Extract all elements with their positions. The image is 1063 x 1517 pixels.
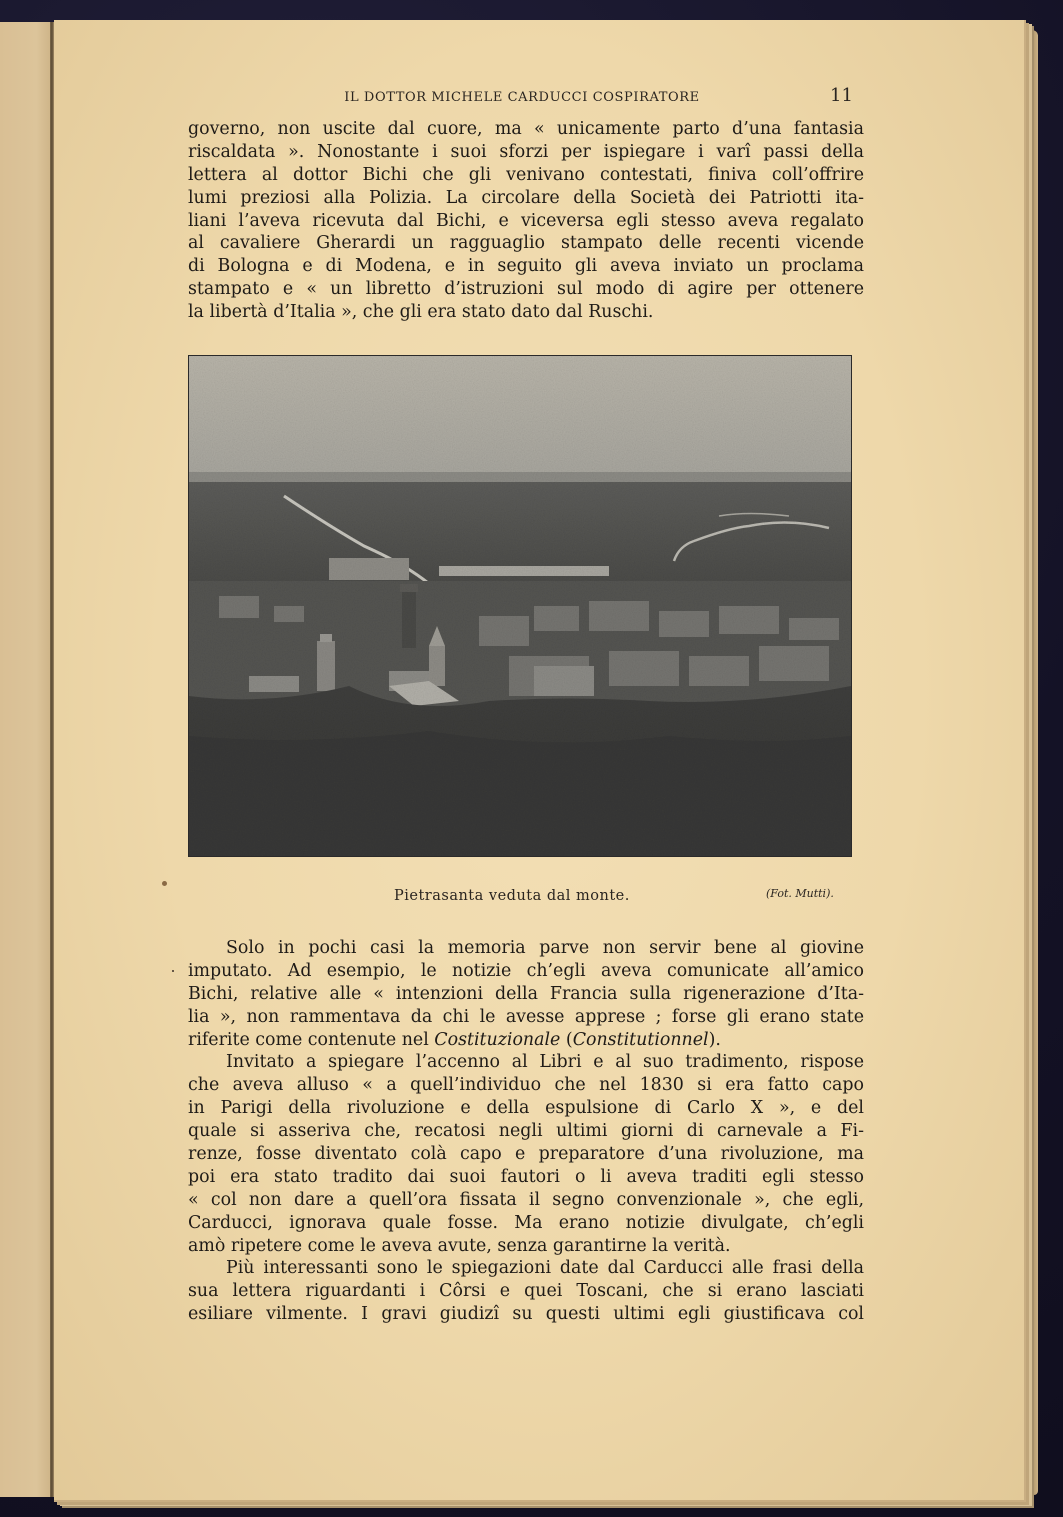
paragraph-3 [188, 1051, 864, 1257]
photograph-pietrasanta [188, 355, 852, 857]
text-line: lia », non rammentava da chi le avesse apprese ; forse gli erano state [188, 1006, 864, 1027]
text-line: stampato e « un libretto d’istruzioni sul modo di agire per ottenere [188, 279, 864, 300]
text-line: che aveva alluso « a quell’individuo che nel 1830 si era fatto capo [188, 1075, 864, 1096]
text-line: di Bologna e di Modena, e in seguito gli aveva inviato un proclama [188, 256, 864, 277]
text-line: riscaldata ». Nonostante i suoi sforzi per ispiegare i varî passi della [188, 141, 864, 162]
text-line-with-italics [188, 1029, 864, 1052]
text-line: « col non dare a quell’ora fissata il segno convenzionale », che egli, [188, 1189, 864, 1210]
text-line: esiliare vilmente. I gravi giudizî su questi ultimi egli giustificava col [188, 1304, 864, 1325]
newspaper-title-french: Constitutionnel [572, 1029, 709, 1050]
text-line: Più interessanti sono le spiegazioni date dal Carducci alle frasi della [226, 1258, 864, 1279]
text-line: Invitato a spiegare l’accenno al Libri e al suo tradimento, rispose [226, 1052, 864, 1073]
text-line: lumi preziosi alla Polizia. La circolare della Società dei Patriotti ita- [188, 187, 864, 208]
running-head: IL DOTTOR MICHELE CARDUCCI COSPIRATORE [344, 90, 700, 105]
text-fragment: ). [708, 1029, 721, 1050]
text-line: liani l’aveva ricevuta dal Bichi, e viceversa egli stesso aveva regalato [188, 210, 864, 231]
paper-stain [162, 881, 167, 886]
photo-credit: (Fot. Mutti). [766, 887, 834, 900]
town-panorama-image [189, 356, 851, 856]
text-line: renze, fosse diventato colà capo e preparatore d’una rivoluzione, ma [188, 1144, 864, 1165]
paragraph-1 [188, 118, 864, 324]
figure-caption: Pietrasanta veduta dal monte. [394, 888, 630, 904]
newspaper-title-italian: Costituzionale [434, 1029, 561, 1050]
text-line: al cavaliere Gherardi un ragguaglio stampato delle recenti vicende [188, 233, 864, 254]
text-line: Bichi, relative alle « intenzioni della Francia sulla rigenerazione d’Ita- [188, 983, 864, 1004]
text-line: governo, non uscite dal cuore, ma « unicamente parto d’una fantasia [188, 119, 864, 139]
text-fragment: riferite come contenute nel [188, 1029, 435, 1050]
text-fragment: ( [560, 1029, 573, 1050]
text-line: la libertà d’Italia », che gli era stato dato dal Ruschi. [188, 302, 654, 323]
text-line: sua lettera riguardanti i Côrsi e quei Toscani, che si erano lasciati [188, 1281, 864, 1302]
text-line: poi era stato tradito dai suoi fautori o li aveva traditi egli stesso [188, 1166, 864, 1187]
paragraph-4 [188, 1257, 864, 1326]
paper-speck [172, 970, 174, 972]
text-line: Carducci, ignorava quale fosse. Ma erano notizie divulgate, ch’egli [188, 1212, 864, 1233]
text-line: lettera al dottor Bichi che gli venivano contestati, finiva coll’offrire [188, 164, 864, 185]
text-line: imputato. Ad esempio, le notizie ch’egli aveva comunicate all’amico [188, 960, 864, 981]
page-stack-edge [1024, 30, 1038, 1495]
page-number: 11 [830, 85, 853, 106]
facing-page-edge [0, 22, 52, 1497]
text-line: amò ripetere come le aveva avute, senza garantirne la verità. [188, 1235, 731, 1256]
text-line: Solo in pochi casi la memoria parve non servir bene al giovine [226, 938, 864, 958]
body-text-lower [188, 937, 864, 1326]
text-line: in Parigi della rivoluzione e della espulsione di Carlo X », e del [188, 1098, 864, 1119]
paragraph-2 [188, 937, 864, 1051]
text-line: quale si asseriva che, recatosi negli ultimi giorni di carnevale a Fi- [188, 1121, 864, 1142]
